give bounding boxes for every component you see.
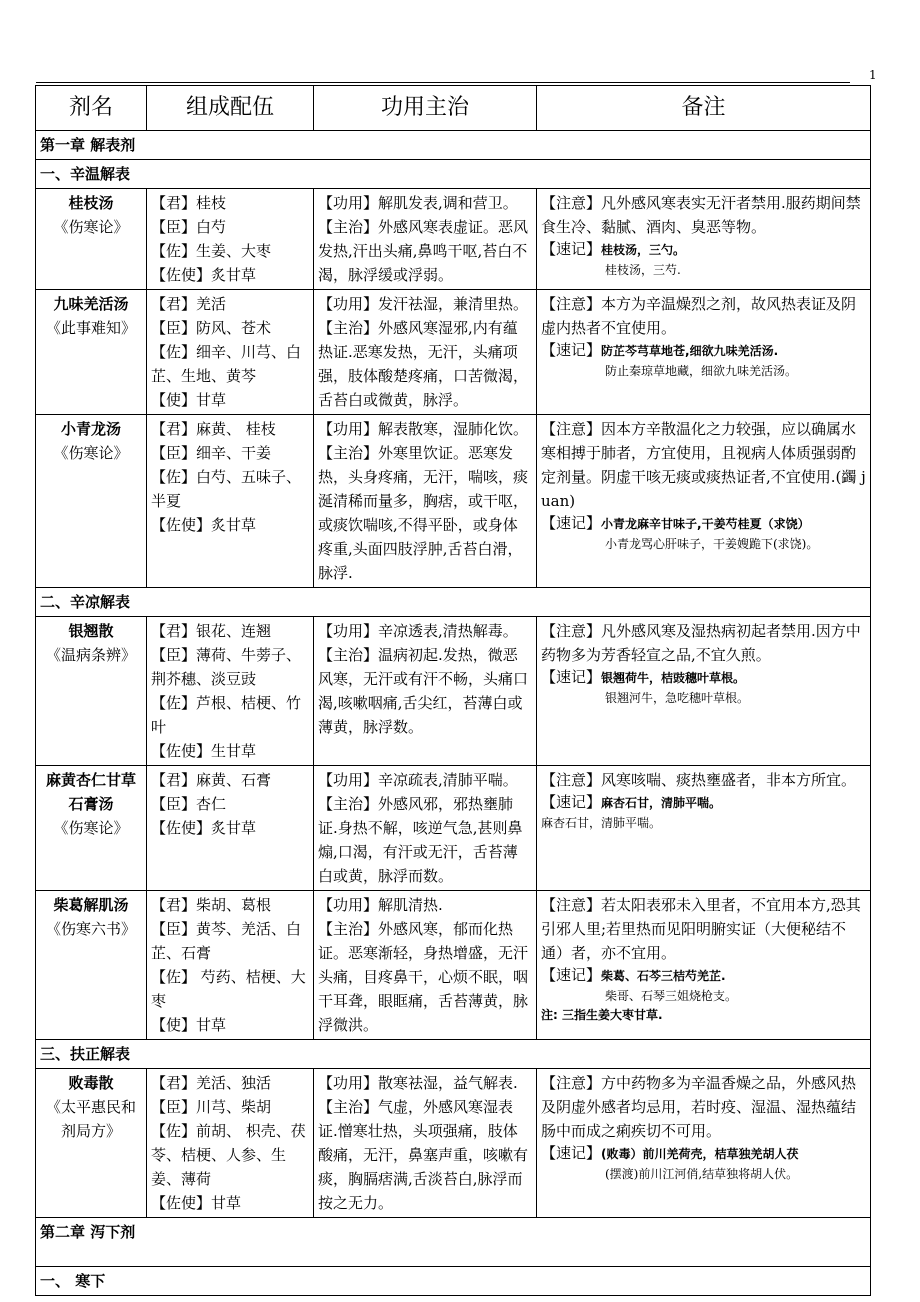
composition-line: 【佐】白芍、五味子、半夏 <box>151 468 302 510</box>
composition-line: 【君】羌活 <box>151 295 227 313</box>
composition-line: 【臣】细辛、干姜 <box>151 444 272 462</box>
caution-text: 【注意】凡外感风寒表实无汗者禁用.服药期间禁食生冷、黏腻、酒肉、臭恶等物。 <box>541 194 861 236</box>
caution-text: 【注意】凡外感风寒及湿热病初起者禁用.因方中药物多为芳香轻宣之品,不宜久煎。 <box>541 622 861 664</box>
mnemonic: 【速记】银翘荷牛，桔豉穗叶草根。 <box>541 668 746 686</box>
composition-line: 【臣】黄芩、羌活、白芷、石膏 <box>151 920 302 962</box>
table-row <box>36 1069 871 1218</box>
table-row <box>36 189 871 290</box>
page-number: 1 <box>869 68 877 82</box>
composition-line: 【君】桂枝 <box>151 194 227 212</box>
mnemonic-pinyin: 柴哥、石琴三姐烧枪支。 <box>605 989 738 1003</box>
composition-line: 【君】柴胡、葛根 <box>151 896 272 914</box>
composition-line: 【使】甘草 <box>151 391 227 409</box>
function-text: 【功用】发汗祛湿，兼清里热。 <box>318 295 529 313</box>
mnemonic-pinyin: 小青龙骂心肝味子，干姜嫂跪下(求饶)。 <box>605 537 819 551</box>
table-row <box>36 766 871 891</box>
caution-text: 【注意】方中药物多为辛温香燥之品，外感风热及阴虚外感者均忌用，若时疫、湿温、湿热蕴结肠中而成之痢疾切不可用。 <box>541 1074 857 1140</box>
composition-line: 【佐】细辛、川芎、白芷、生地、黄芩 <box>151 343 302 385</box>
table-row <box>36 415 871 588</box>
mnemonic-pinyin: 防止秦琼草地藏，细欲九味羌活汤。 <box>605 364 798 378</box>
caution-text: 【注意】本方为辛温燥烈之剂，故风热表证及阴虚内热者不宜使用。 <box>541 295 857 337</box>
mnemonic-pinyin: 麻杏石甘，清肺平喘。 <box>541 816 662 830</box>
formula-source: 《此事难知》 <box>45 319 136 337</box>
chapter-title: 第二章 泻下剂 <box>36 1218 871 1267</box>
mnemonic: 【速记】防芷芩芎草地苍,细欲九味羌活汤. <box>541 341 779 359</box>
formula-table <box>35 85 871 1296</box>
mnemonic: 【速记】麻杏石甘，清肺平喘。 <box>541 793 722 811</box>
composition-line: 【君】羌活、独活 <box>151 1074 272 1092</box>
chapter-title: 第一章 解表剂 <box>36 131 871 160</box>
mnemonic-pinyin: (摆渡)前川江河俏,结草独将胡人伏。 <box>605 1167 799 1181</box>
composition-line: 【佐使】炙甘草 <box>151 819 257 837</box>
composition-line: 【佐】生姜、大枣 <box>151 242 272 260</box>
table-header-row <box>36 86 871 131</box>
header-rule <box>36 82 850 83</box>
mnemonic-pinyin: 银翘河牛，急吃穗叶草根。 <box>605 691 750 705</box>
composition-line: 【佐】芦根、桔梗、竹叶 <box>151 694 302 736</box>
indication-text: 【主治】外感风寒，郁而化热证。恶寒渐轻，身热增盛，无汗头痛，目疼鼻干，心烦不眠，咽干耳聋，眼眶痛，舌苔薄黄，脉浮微洪。 <box>318 920 529 1034</box>
mnemonic: 【速记】小青龙麻辛甘味子,干姜芍桂夏（求饶） <box>541 514 810 532</box>
indication-text: 【主治】温病初起.发热，微恶风寒，无汗或有汗不畅，头痛口渴,咳嗽咽痛,舌尖红，苔薄白或薄黄，脉浮数。 <box>318 646 529 736</box>
mnemonic-pinyin: 桂枝汤，三芍. <box>605 263 681 277</box>
composition-line: 【佐使】甘草 <box>151 1194 242 1212</box>
composition-line: 【佐】前胡、 枳壳、茯苓、桔梗、人参、生姜、薄荷 <box>151 1122 306 1188</box>
composition-line: 【君】麻黄、石膏 <box>151 771 272 789</box>
function-text: 【功用】辛凉疏表,清肺平喘。 <box>318 771 518 789</box>
header-composition: 组成配伍 <box>147 86 314 131</box>
section-title: 三、扶正解表 <box>36 1040 871 1069</box>
mnemonic: 【速记】柴葛、石芩三桔芍羌芷. <box>541 966 726 984</box>
caution-text: 【注意】因本方辛散温化之力较强，应以确属水寒相搏于肺者，方宜使用，且视病人体质强弱酌定剂量。阴虚干咳无痰或痰热证者,不宜使用.(蠲 juan) <box>541 420 866 510</box>
mnemonic: 【速记】桂枝汤，三勺。 <box>541 240 686 258</box>
caution-text: 【注意】若太阳表邪未入里者，不宜用本方,恐其引邪人里;若里热而见阳明腑实证（大便秘结不通）者，亦不宜用。 <box>541 896 861 962</box>
formula-name: 麻黄杏仁甘草石膏汤 <box>45 771 136 813</box>
formula-name: 桂枝汤 <box>68 194 114 212</box>
section-title: 一、 寒下 <box>36 1267 871 1296</box>
indication-text: 【主治】外感风寒表虚证。恶风发热,汗出头痛,鼻鸣干呕,苔白不渴，脉浮缓或浮弱。 <box>318 218 529 284</box>
formula-name: 九味羌活汤 <box>53 295 129 313</box>
function-text: 【功用】解表散寒，湿肺化饮。 <box>318 420 529 438</box>
composition-line: 【佐使】炙甘草 <box>151 266 257 284</box>
table-row <box>36 617 871 766</box>
composition-line: 【臣】川芎、柴胡 <box>151 1098 272 1116</box>
function-text: 【功用】解肌发表,调和营卫。 <box>318 194 518 212</box>
table-row <box>36 891 871 1040</box>
footnote: 注: 三指生姜大枣甘草. <box>541 1008 663 1022</box>
formula-source: 《温病条辨》 <box>45 646 136 664</box>
section-title: 一、辛温解表 <box>36 160 871 189</box>
formula-name: 败毒散 <box>68 1074 114 1092</box>
composition-line: 【臣】薄荷、牛蒡子、荆芥穗、淡豆豉 <box>151 646 302 688</box>
composition-line: 【臣】杏仁 <box>151 795 227 813</box>
header-function: 功用主治 <box>314 86 537 131</box>
composition-line: 【佐使】炙甘草 <box>151 516 257 534</box>
function-text: 【功用】散寒祛湿，益气解表. <box>318 1074 518 1092</box>
function-text: 【功用】解肌清热. <box>318 896 443 914</box>
formula-source: 《伤寒论》 <box>53 218 129 236</box>
indication-text: 【主治】外感风邪，邪热壅肺证.身热不解，咳逆气急,甚则鼻煽,口渴，有汗或无汗，舌苔薄白或黄，脉浮而数。 <box>318 795 523 885</box>
formula-name: 银翘散 <box>68 622 114 640</box>
indication-text: 【主治】气虚，外感风寒湿表证.憎寒壮热，头项强痛，肢体酸痛，无汗，鼻塞声重，咳嗽有痰，胸膈痞满,舌淡苔白,脉浮而按之无力。 <box>318 1098 529 1212</box>
composition-line: 【臣】防风、苍术 <box>151 319 272 337</box>
indication-text: 【主治】外感风寒湿邪,内有蕴热证.恶寒发热，无汗，头痛项强，肢体酸楚疼痛，口苦微渴，舌苔白或微黄，脉浮。 <box>318 319 529 409</box>
composition-line: 【使】甘草 <box>151 1016 227 1034</box>
formula-source: 《伤寒论》 <box>53 444 129 462</box>
formula-name: 小青龙汤 <box>60 420 121 438</box>
composition-line: 【臣】白芍 <box>151 218 227 236</box>
mnemonic: 【速记】(败毒）前川羌荷壳，桔草独羌胡人茯 <box>541 1144 799 1162</box>
formula-name: 柴葛解肌汤 <box>53 896 129 914</box>
indication-text: 【主治】外寒里饮证。恶寒发热，头身疼痛，无汗，喘咳，痰涎清稀而量多，胸痞，或干呕，或痰饮喘咳,不得平卧，或身体疼重,头面四肢浮肿,舌苔白滑，脉浮. <box>318 444 529 582</box>
composition-line: 【佐】 芍药、桔梗、大枣 <box>151 968 306 1010</box>
table-row <box>36 290 871 415</box>
composition-line: 【君】麻黄、 桂枝 <box>151 420 276 438</box>
formula-source: 《伤寒论》 <box>53 819 129 837</box>
formula-source: 《太平惠民和剂局方》 <box>45 1098 136 1140</box>
header-notes: 备注 <box>537 86 871 131</box>
formula-source: 《伤寒六书》 <box>45 920 136 938</box>
header-name: 剂名 <box>36 86 147 131</box>
composition-line: 【佐使】生甘草 <box>151 742 257 760</box>
function-text: 【功用】辛凉透表,清热解毒。 <box>318 622 518 640</box>
composition-line: 【君】银花、连翘 <box>151 622 272 640</box>
caution-text: 【注意】风寒咳喘、痰热壅盛者，非本方所宜。 <box>541 771 857 789</box>
section-title: 二、辛凉解表 <box>36 588 871 617</box>
